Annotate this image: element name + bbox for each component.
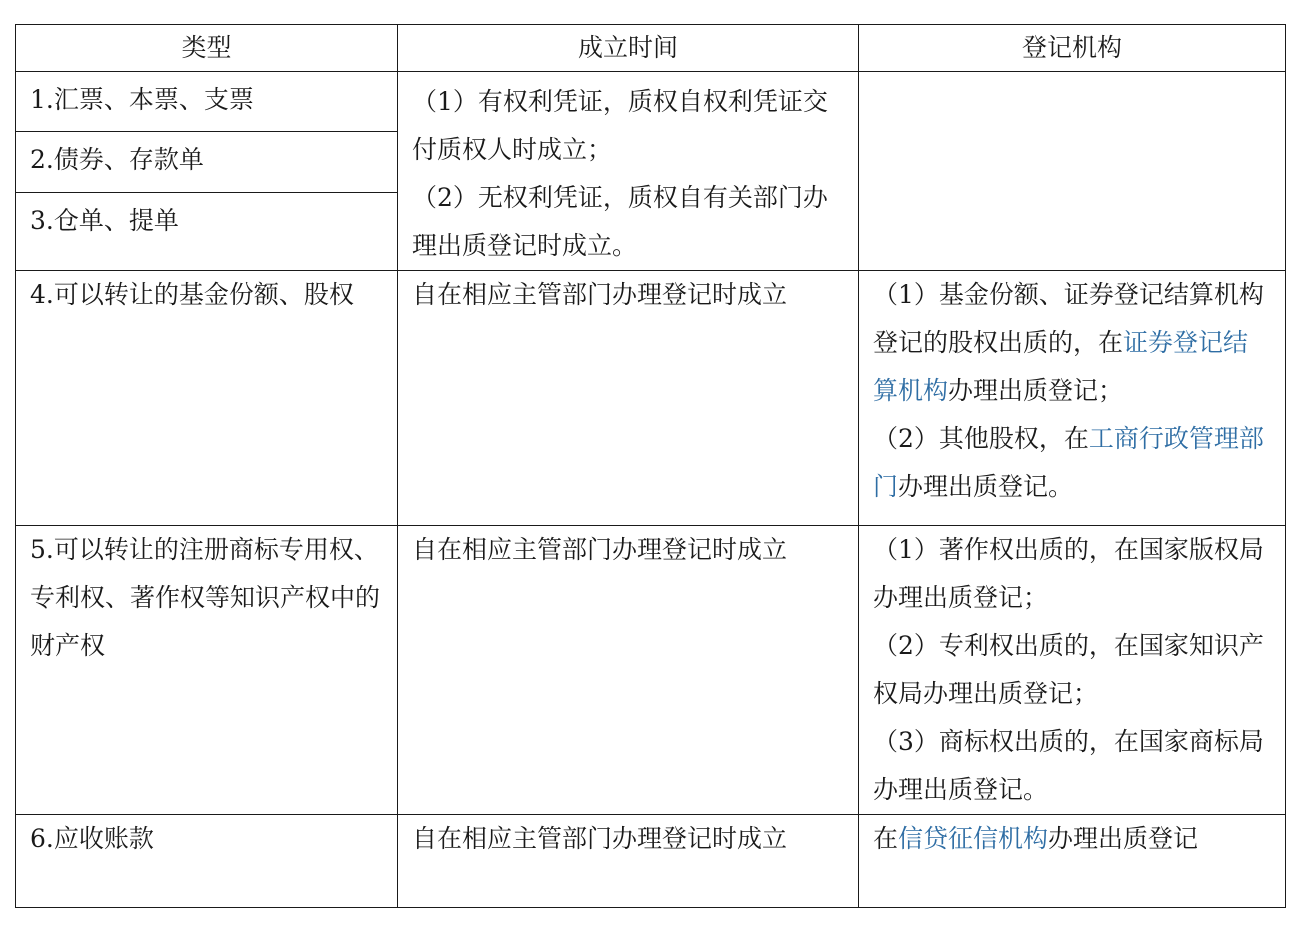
registry-paragraph: （3）商标权出质的，在国家商标局办理出质登记。: [873, 727, 1264, 804]
registry-paragraph: （1）著作权出质的，在国家版权局办理出质登记；: [873, 535, 1264, 612]
header-registry: 登记机构: [859, 25, 1286, 72]
registry-link: 信贷征信机构: [898, 824, 1049, 853]
registry-paragraph: （1）基金份额、证券登记结算机构登记的股权出质的，在证券登记结算机构办理出质登记；: [873, 280, 1264, 405]
time-paragraph: （2）无权利凭证，质权自有关部门办理出质登记时成立。: [412, 183, 828, 260]
table-row: [16, 526, 1286, 815]
time-cell: 自在相应主管部门办理登记时成立: [398, 526, 859, 815]
registry-paragraph: （2）专利权出质的，在国家知识产权局办理出质登记；: [873, 631, 1264, 708]
header-row: [16, 25, 1286, 72]
time-cell: [398, 72, 859, 271]
type-cell: 6.应收账款: [16, 815, 398, 908]
registry-paragraph: （2）其他股权，在工商行政管理部门办理出质登记。: [873, 424, 1264, 501]
registry-cell: [859, 72, 1286, 271]
table-row: [16, 271, 1286, 526]
type-cell: 4.可以转让的基金份额、股权: [16, 271, 398, 526]
registry-cell: 在信贷征信机构办理出质登记: [859, 815, 1286, 908]
registry-link: 证券登记结算机构: [873, 328, 1249, 405]
type-cell: 2.债券、存款单: [16, 132, 398, 192]
header-time: 成立时间: [398, 25, 859, 72]
registry-cell: [859, 526, 1286, 815]
registry-link: 工商行政管理部门: [873, 424, 1264, 501]
type-cell: 3.仓单、提单: [16, 192, 398, 270]
registry-cell: [859, 271, 1286, 526]
type-cell: 1.汇票、本票、支票: [16, 72, 398, 132]
header-type: 类型: [16, 25, 398, 72]
type-cell: 5.可以转让的注册商标专用权、专利权、著作权等知识产权中的财产权: [16, 526, 398, 815]
time-paragraph: （1）有权利凭证，质权自权利凭证交付质权人时成立；: [412, 87, 828, 164]
pledge-table: [15, 24, 1286, 908]
time-cell: 自在相应主管部门办理登记时成立: [398, 271, 859, 526]
table-row: [16, 72, 1286, 132]
table-row: [16, 815, 1286, 908]
time-cell: 自在相应主管部门办理登记时成立: [398, 815, 859, 908]
